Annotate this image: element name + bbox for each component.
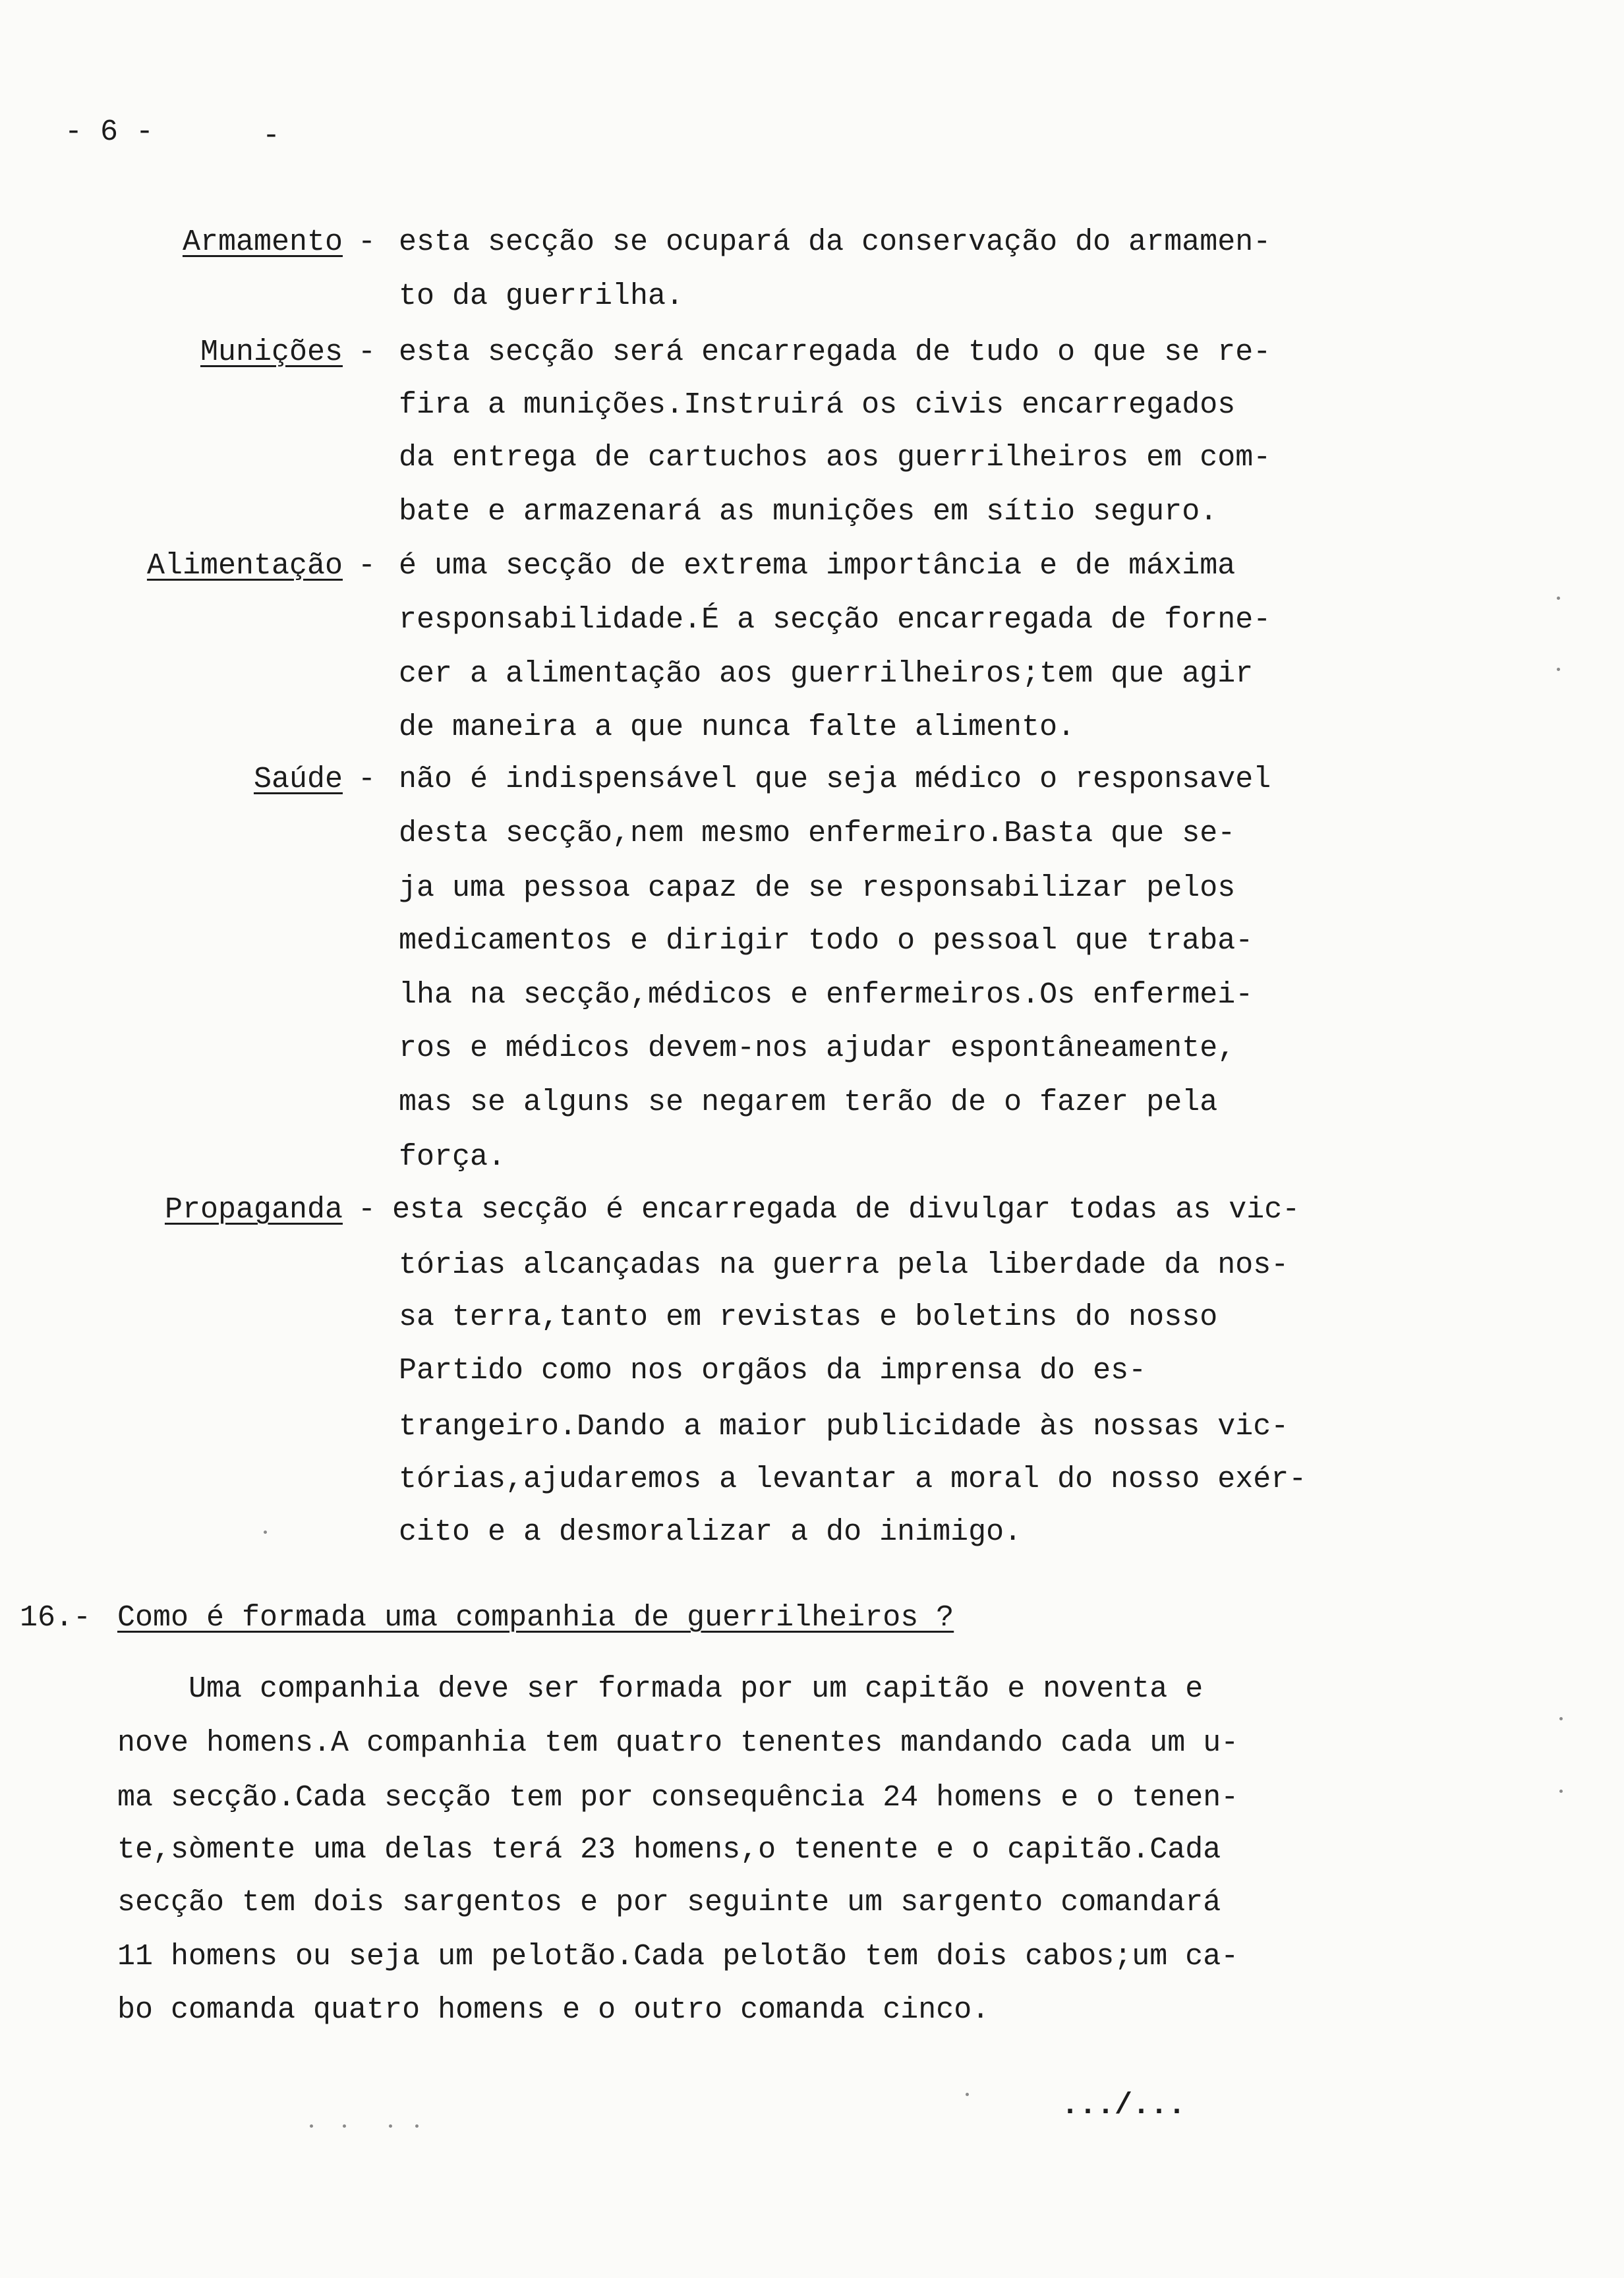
- section-line: trangeiro.Dando a maior publicidade às nossas vic-: [399, 1410, 1289, 1444]
- answer-line: secção tem dois sargentos e por seguinte um sargento comandará: [117, 1886, 1221, 1919]
- section-line: responsabilidade.É a secção encarregada de forne-: [399, 603, 1271, 637]
- page-number: - 6 -: [65, 115, 154, 149]
- section-line: cito e a desmoralizar a do inimigo.: [399, 1515, 1022, 1549]
- scan-speck: [1557, 597, 1560, 600]
- continuation-mark: .../...: [1061, 2089, 1186, 2122]
- section-line: fira a munições.Instruirá os civis encarregados: [399, 388, 1236, 422]
- section-label-armamento: Armamento: [182, 225, 343, 259]
- question-text: Como é formada uma companhia de guerrilheiros ?: [117, 1601, 954, 1635]
- section-line: da entrega de cartuchos aos guerrilheiros em com-: [399, 441, 1271, 475]
- section-label-municoes: Munições: [200, 336, 343, 369]
- scan-speck: [1557, 668, 1560, 671]
- section-line: sa terra,tanto em revistas e boletins do nosso: [399, 1300, 1218, 1334]
- section-line: ros e médicos devem-nos ajudar espontâneamente,: [399, 1032, 1236, 1065]
- scan-speck: [389, 2124, 392, 2128]
- section-dash: -: [358, 763, 376, 796]
- scan-speck: [1559, 1717, 1563, 1720]
- section-line: não é indispensável que seja médico o responsavel: [399, 763, 1271, 796]
- section-line: é uma secção de extrema importância e de máxima: [399, 549, 1236, 583]
- section-line: de maneira a que nunca falte alimento.: [399, 711, 1076, 744]
- scan-speck: [264, 1531, 267, 1534]
- section-line: força.: [399, 1140, 506, 1174]
- question-number: 16.-: [20, 1601, 92, 1635]
- answer-line: 11 homens ou seja um pelotão.Cada pelotão tem dois cabos;um ca-: [117, 1940, 1239, 1973]
- answer-line: nove homens.A companhia tem quatro tenentes mandando cada um u-: [117, 1726, 1239, 1760]
- scan-speck: [310, 2124, 313, 2128]
- header-dash: -: [262, 119, 281, 153]
- section-label-propaganda: Propaganda: [164, 1193, 343, 1227]
- section-line: tórias,ajudaremos a levantar a moral do nosso exér-: [399, 1463, 1307, 1496]
- answer-line: Uma companhia deve ser formada por um capitão e noventa e: [117, 1672, 1204, 1706]
- answer-line: bo comanda quatro homens e o outro comanda cinco.: [117, 1993, 990, 2027]
- section-dash: -: [358, 1193, 376, 1227]
- section-dash: -: [358, 225, 376, 259]
- section-label-alimentacao: Alimentação: [146, 549, 343, 583]
- section-line: desta secção,nem mesmo enfermeiro.Basta que se-: [399, 817, 1236, 850]
- section-dash: -: [358, 549, 376, 583]
- answer-line: te,sòmente uma delas terá 23 homens,o tenente e o capitão.Cada: [117, 1833, 1221, 1867]
- section-line: bate e armazenará as munições em sítio seguro.: [399, 495, 1218, 529]
- section-line: mas se alguns se negarem terão de o fazer pela: [399, 1086, 1218, 1119]
- section-line: esta secção é encarregada de divulgar todas as vic-: [392, 1193, 1300, 1227]
- section-line: to da guerrilha.: [399, 279, 684, 313]
- section-dash: -: [358, 336, 376, 369]
- section-line: ja uma pessoa capaz de se responsabilizar pelos: [399, 871, 1236, 905]
- section-line: lha na secção,médicos e enfermeiros.Os enfermei-: [399, 978, 1254, 1012]
- section-line: tórias alcançadas na guerra pela liberdade da nos-: [399, 1248, 1289, 1282]
- scan-speck: [966, 2093, 969, 2096]
- scan-speck: [415, 2124, 419, 2128]
- section-line: esta secção se ocupará da conservação do armamen-: [399, 225, 1271, 259]
- section-line: esta secção será encarregada de tudo o que se re-: [399, 336, 1271, 369]
- answer-line: ma secção.Cada secção tem por consequência 24 homens e o tenen-: [117, 1781, 1239, 1815]
- scan-speck: [343, 2124, 346, 2128]
- section-line: cer a alimentação aos guerrilheiros;tem que agir: [399, 657, 1254, 691]
- scan-speck: [1559, 1790, 1563, 1793]
- section-label-saude: Saúde: [253, 763, 343, 796]
- section-line: Partido como nos orgãos da imprensa do es-: [399, 1354, 1147, 1387]
- section-line: medicamentos e dirigir todo o pessoal que traba-: [399, 924, 1254, 958]
